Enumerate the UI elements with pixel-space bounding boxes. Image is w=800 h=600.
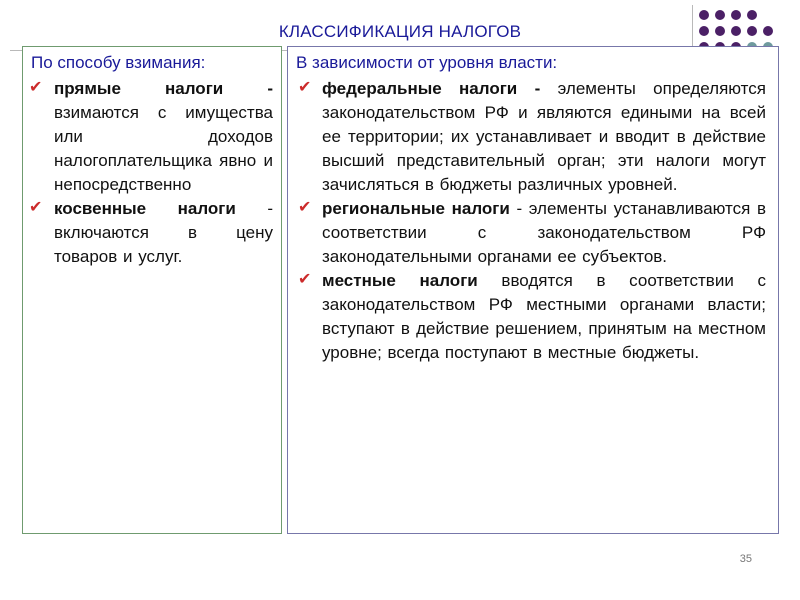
tax-term: прямые налоги - [54, 79, 273, 98]
list-item [288, 197, 778, 269]
left-panel [22, 46, 282, 534]
list-item [288, 77, 778, 197]
list-item [23, 77, 281, 197]
checkmark-icon: ✔ [29, 199, 43, 216]
checkmark-icon: ✔ [298, 271, 312, 288]
tax-term: региональные налоги [322, 199, 510, 218]
list-item [288, 269, 778, 365]
tax-description: элементы определяются законодательством РФ и являются едиными на всей ее территории; их устанавливает и вводит в действие высший представительный орган; эти налоги могут зачисляться в бюджеты различных уровней. [322, 79, 766, 194]
tax-description: - элементы устанавливаются в соответствии с законодательством РФ законодательными органами ее субъектов. [322, 199, 767, 266]
tax-term: косвенные налоги [54, 199, 236, 218]
slide-title: КЛАССИФИКАЦИЯ НАЛОГОВ [278, 22, 522, 41]
left-panel-heading: По способу взимания: [31, 53, 206, 72]
tax-term: местные налоги [322, 271, 478, 290]
right-panel-heading: В зависимости от уровня власти: [296, 53, 558, 72]
checkmark-icon: ✔ [29, 79, 43, 96]
checkmark-icon: ✔ [298, 199, 312, 216]
checkmark-icon: ✔ [298, 79, 312, 96]
tax-description: - включаются в цену товаров и услуг. [54, 199, 274, 266]
list-item [23, 197, 281, 269]
page-number: 35 [739, 553, 752, 565]
tax-description: вводятся в соответствии с законодательством РФ местными органами власти; вступают в действие решением, принятым на местном уровне; всегда поступают в местные бюджеты. [322, 271, 767, 362]
tax-term: федеральные налоги - [322, 79, 541, 98]
tax-description: взимаются с имущества или доходов налогоплательщика явно и непосредственно [54, 103, 273, 194]
right-panel [287, 46, 779, 534]
